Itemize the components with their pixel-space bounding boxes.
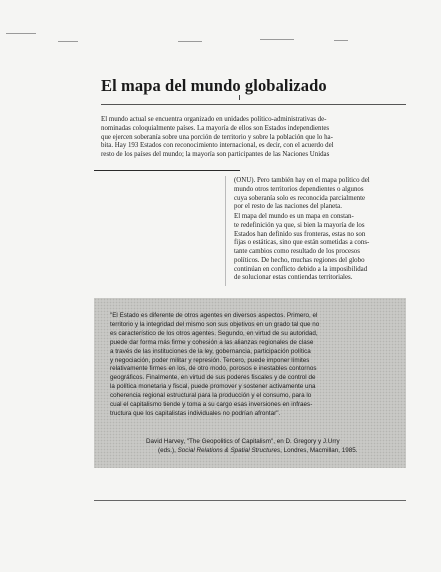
text-line: El mundo actual se encuentra organizado en unidades político-administrativas de-: [101, 116, 327, 123]
map-paragraph: [234, 213, 369, 283]
title-divider: [101, 104, 406, 105]
text-line: tante cambios como resultado de los procesos: [234, 248, 360, 255]
scan-mark: [239, 95, 240, 100]
text-line: resto de los países del mundo; la mayoría son participantes de las Naciones Unidas: [101, 151, 330, 158]
text-line: continúan en conflicto debido a la imposibilidad: [234, 265, 368, 273]
quote-line: territorio y la integridad del mismo son sus objetivos en un grado tal que no: [110, 320, 320, 328]
harvey-quote: [110, 312, 319, 419]
scan-mark: [178, 41, 202, 42]
quote-line: es característico de los otros agentes. Segundo, en virtud de su autoridad,: [110, 329, 318, 337]
bottom-divider: [94, 500, 406, 501]
text-line: nominadas coloquialmente países. La mayoría de ellos son Estados independientes: [101, 124, 330, 132]
intro-paragraph: [101, 116, 334, 160]
quote-line: tructura que los capitalistas individuales no podrían afrontar".: [110, 409, 281, 417]
page-title: El mapa del mundo globalizado: [101, 76, 327, 95]
quote-line: cual el capitalismo tiende y toma a su cargo esas inversiones en infraes-: [110, 401, 313, 409]
margin-rule: [225, 176, 226, 286]
quote-line: geográficos. Finalmente, en virtud de sus poderes fiscales y de control de: [110, 374, 316, 382]
text-line: Estados han definido sus fronteras, estas no son: [234, 230, 366, 238]
text-line: te redefinición ya que, si bien la mayoría de los: [234, 221, 365, 229]
scan-mark: [334, 40, 348, 41]
text-line: por el resto de las naciones del planeta.: [234, 203, 342, 211]
text-line: de solucionar estas contiendas territoriales.: [234, 274, 353, 282]
text-line: políticos. De hecho, muchas regiones del globo: [234, 256, 365, 264]
text-line: mundo otros territorios dependientes o algunos: [234, 185, 364, 193]
quote-line: y negociación, poder militar y represión. Tercero, puede imponer límites: [110, 356, 310, 364]
citation-suffix: , Londres, Macmillan, 1985.: [280, 447, 358, 454]
quote-line: coherencia regional estructural para la producción y el consumo, para lo: [110, 392, 312, 400]
text-line: El mapa del mundo es un mapa en constan-: [234, 213, 354, 220]
continuation-paragraph: [234, 177, 370, 212]
quote-line: puede dar forma más firme y cohesión a las alianzas regionales de clase: [110, 338, 314, 346]
quote-line: relativamente firmes en los, de otro modo, porosos e inestables contornos: [110, 365, 317, 373]
text-line: (ONU). Pero también hay en el mapa político del: [234, 177, 370, 184]
quote-citation: David Harvey, "The Geopolitics of Capitalism", en D. Gregory y J.Urry: [146, 438, 340, 445]
quote-line: "El Estado es diferente de otros agentes en diversos aspectos. Primero, el: [110, 312, 318, 319]
scan-mark: [58, 41, 78, 42]
scan-mark: [6, 33, 36, 34]
quote-citation-source: [158, 447, 358, 454]
quote-line: a través de las instituciones de la ley, gobernancia, participación política: [110, 347, 311, 355]
text-line: que ejercen soberanía sobre una porción de territorio y sobre la población que lo ha-: [101, 133, 333, 141]
annotation-line: [94, 170, 240, 171]
scan-mark: [260, 39, 294, 40]
text-line: bita. Hay 193 Estados con reconocimiento internacional, es decir, con el acuerdo del: [101, 142, 334, 150]
citation-prefix: (eds.),: [158, 447, 178, 454]
book-title: Social Relations & Spatial Structures: [177, 447, 281, 454]
text-line: cuya soberanía solo es reconocida parcialmente: [234, 194, 366, 202]
quote-line: la política monetaria y fiscal, puede promover y sostener activamente una: [110, 383, 316, 391]
text-line: fijas o estáticas, sino que están sometidas a cons-: [234, 239, 370, 247]
